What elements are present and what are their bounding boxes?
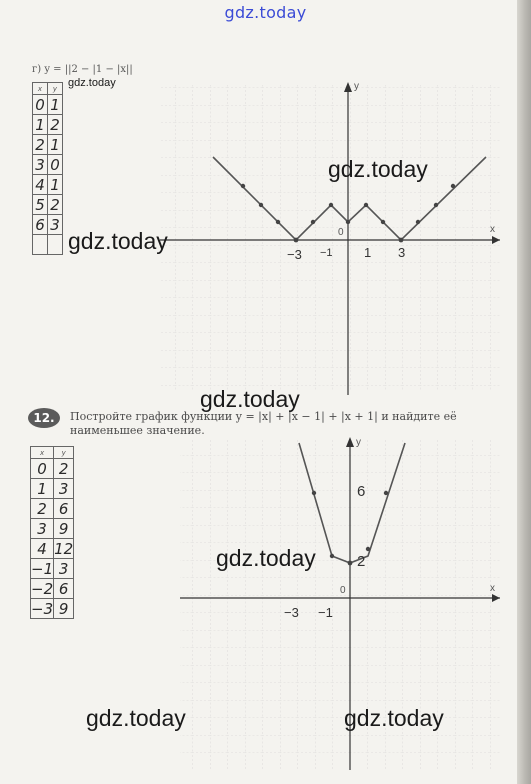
table-row: −2 6 [31, 579, 74, 599]
task-12-text: Постройте график функции y = |x| + |x − 1| + |x + 1| и найдите её наименьшее значение. [70, 410, 457, 437]
grid-graph-1 [160, 85, 500, 390]
table-row: 3 9 [31, 519, 74, 539]
part-g-label: г) y = ||2 − |1 − |x|| [32, 64, 133, 75]
annotation-6: 6 [357, 483, 366, 500]
tick-label-neg3: −3 [287, 247, 302, 262]
watermark: gdz.today [68, 228, 168, 254]
table-row: 5 2 [33, 195, 63, 215]
table-row: 1 2 [33, 115, 63, 135]
table-row: 1 3 [31, 479, 74, 499]
axis-x-label-2: x [490, 583, 495, 594]
table-row: 4 12 [31, 539, 74, 559]
table-header-x: x [31, 447, 54, 459]
table-row: 2 6 [31, 499, 74, 519]
annotation-2: 2 [357, 553, 366, 570]
task-12-value-table [30, 446, 74, 619]
table-row: 0 1 [33, 95, 63, 115]
table-row [33, 235, 63, 255]
table-header-y: y [54, 447, 74, 459]
origin-label-1: 0 [338, 227, 344, 238]
table-row: 4 1 [33, 175, 63, 195]
axis-x-label-1: x [490, 224, 495, 235]
table-header-x: x [33, 83, 48, 95]
tick-label-1: 1 [364, 245, 372, 260]
axis-y-label-1: y [354, 81, 359, 92]
watermark: gdz.today [200, 386, 300, 412]
axis-y-label-2: y [356, 437, 361, 448]
part-g-value-table [32, 82, 63, 255]
grid-graph-2 [180, 440, 500, 770]
watermark: gdz.today [344, 705, 444, 731]
table-header-y: y [48, 83, 63, 95]
table-row: −3 9 [31, 599, 74, 619]
tick-label-3: 3 [398, 245, 406, 260]
watermark: gdz.today [86, 705, 186, 731]
table-row: 2 1 [33, 135, 63, 155]
table-row: 3 0 [33, 155, 63, 175]
watermark-small: gdz.today [68, 77, 116, 89]
task-number-badge: 12. [28, 408, 60, 428]
table-row: −1 3 [31, 559, 74, 579]
watermark: gdz.today [216, 545, 316, 571]
tick-label-neg1-b: −1 [318, 605, 333, 620]
table-row: 0 2 [31, 459, 74, 479]
site-header[interactable]: gdz.today [224, 3, 307, 22]
origin-label-2: 0 [340, 585, 346, 596]
watermark: gdz.today [328, 156, 428, 182]
tick-label-neg1: −1 [320, 247, 333, 259]
tick-label-neg3-b: −3 [284, 605, 299, 620]
table-row: 6 3 [33, 215, 63, 235]
